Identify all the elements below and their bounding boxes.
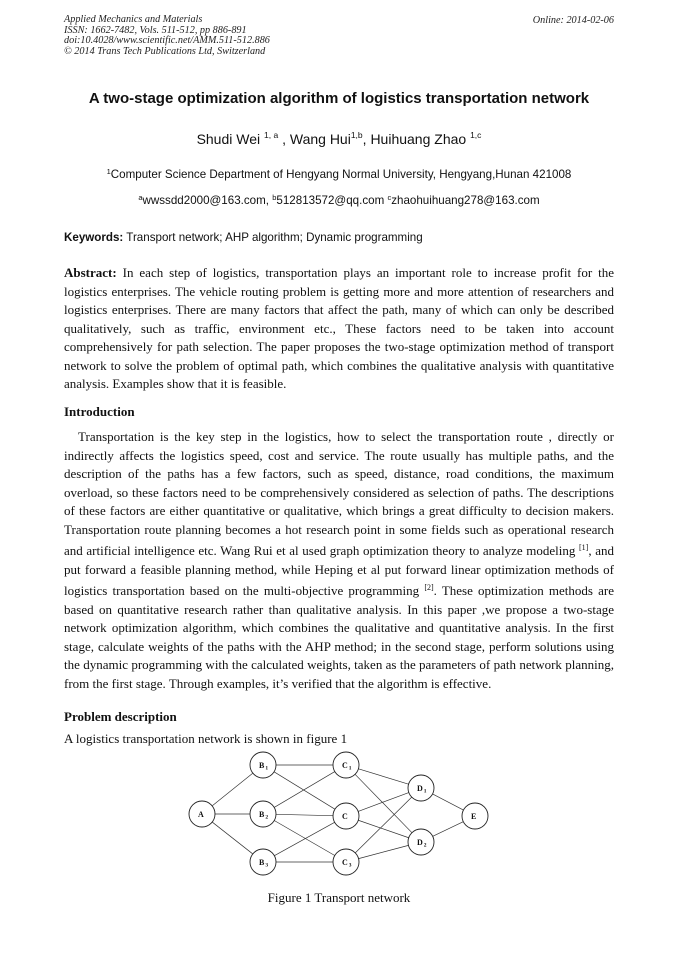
abstract-text: In each step of logistics, transportation plays an important role to increase profit for the logistics enterprises. The vehicle routing problem is getting more and more attention of researchers and logistics enterprises. There are many factors that affect the path, many of which can only be described qualitatively, such as traffic, environment etc., These factors need to be taken into account comprehensively for path selection. The paper proposes the two-stage optimization method of transport network to solve the problem of optimal path, which combines the qualitative analysis with quantitative analysis. Examples show that it is feasible. xyxy=(64,265,614,391)
email-sup: a xyxy=(138,193,143,202)
journal-header xyxy=(64,15,270,57)
network-nodes xyxy=(189,752,488,875)
abstract-label: Abstract: xyxy=(64,265,117,280)
network-diagram xyxy=(186,746,496,886)
section-heading-introduction: Introduction xyxy=(64,404,135,419)
node-A xyxy=(189,801,215,827)
node-label: D2 xyxy=(417,838,427,849)
edge-C1-D1 xyxy=(358,769,408,784)
keywords xyxy=(64,231,423,244)
affiliation-sup: 1 xyxy=(106,167,111,176)
edge-C2-D2 xyxy=(358,820,408,837)
edge-C3-D2 xyxy=(359,845,409,858)
citation-ref[interactable]: [1] xyxy=(579,543,589,552)
edge-C1-D2 xyxy=(355,774,412,832)
node-label: B1 xyxy=(259,761,269,772)
author-sup: 1,c xyxy=(470,130,482,140)
edge-C2-D1 xyxy=(358,793,409,812)
author-sup: 1, a xyxy=(264,130,279,140)
author-name: Shudi Wei xyxy=(196,131,261,147)
author-sup: 1,b xyxy=(350,130,363,140)
node-label: E xyxy=(471,812,477,821)
email-sup: c xyxy=(387,193,392,202)
introduction-paragraph xyxy=(64,428,614,693)
edge-D1-E xyxy=(433,794,464,810)
edge-D2-E xyxy=(433,822,464,837)
author-name: Wang Hui xyxy=(289,131,351,147)
author-list xyxy=(0,130,678,147)
edge-B1-C2 xyxy=(274,772,335,809)
problem-text: A logistics transportation network is shown in figure 1 xyxy=(64,731,348,746)
edge-A-B1 xyxy=(212,773,253,806)
section-heading-problem: Problem description xyxy=(64,709,177,724)
edge-B3-C2 xyxy=(274,822,334,855)
email-link[interactable]: 512813572@qq.com xyxy=(276,194,388,207)
edge-C3-D1 xyxy=(355,797,411,853)
online-date: Online: 2014-02-06 xyxy=(532,15,614,26)
email-sup: b xyxy=(272,193,277,202)
node-D2 xyxy=(408,829,434,855)
affiliation-text: Computer Science Department of Hengyang Normal University, Hengyang,Hunan 421008 xyxy=(110,168,572,181)
intro-text: , and put forward a feasible planning method, while Heping et al put forward linear optimization methods of logistics transportation based on the multi-objective programming xyxy=(64,543,614,598)
node-label: C1 xyxy=(342,761,352,772)
keywords-text: Transport network; AHP algorithm; Dynamic programming xyxy=(123,231,423,244)
paper-title: A two-stage optimization algorithm of logistics transportation network xyxy=(88,90,590,107)
intro-text: . These optimization methods are based on quantitative research rather than qualitative analysis. In this paper ,we propose a two-stage network optimization algorithm, which combines the qualitative and quantitative analysis. In the first stage, calculate weights of the paths with the AHP method; in the second stage, perform solutions using the dynamic programming with the calculated weights, taken as the parameters of path network planning, from the first stage. Through examples, it’s verified that the algorithm is effective. xyxy=(64,583,614,691)
email-link[interactable]: zhaohuihuang278@163.com xyxy=(391,194,540,207)
node-C3 xyxy=(333,849,359,875)
node-B3 xyxy=(250,849,276,875)
journal-name: Applied Mechanics and Materials xyxy=(64,14,203,25)
node-D1 xyxy=(408,775,434,801)
node-label: C3 xyxy=(342,858,352,869)
node-C2 xyxy=(333,803,359,829)
node-label: D1 xyxy=(417,784,427,795)
node-B1 xyxy=(250,752,276,778)
citation-ref[interactable]: [2] xyxy=(424,583,434,592)
author-name: Huihuang Zhao xyxy=(370,131,467,147)
keywords-label: Keywords: xyxy=(64,231,124,244)
email-link[interactable]: wwssdd2000@163.com, xyxy=(142,194,273,207)
author-sep: , xyxy=(362,131,371,147)
author-sep: , xyxy=(278,131,290,147)
affiliation xyxy=(0,167,678,181)
node-B2 xyxy=(250,801,276,827)
transport-network-figure xyxy=(186,746,496,886)
node-C1 xyxy=(333,752,359,778)
node-label: C xyxy=(342,812,348,821)
email-list xyxy=(0,193,678,207)
abstract xyxy=(64,264,614,394)
intro-text: Transportation is the key step in the logistics, how to select the transportation route , directly or indirectly affects the logistics speed, cost and service. The route usually has multiple paths, and the description of the paths has a few factors, such as speed, distance, road conditions, the maximum overload, so these factors need to be comprehensively considered as selection of paths. The descriptions of these factors are either quantitative or qualitative, which brings a great difficulty to decision makers. Transportation route planning becomes a hot research point in some fields such as operational research and artificial intelligence etc. Wang Rui et al used graph optimization theory to analyze modeling xyxy=(64,429,614,558)
edge-B2-C3 xyxy=(274,821,334,856)
node-label: B2 xyxy=(259,810,269,821)
journal-copyright: © 2014 Trans Tech Publications Ltd, Switzerland xyxy=(64,45,266,57)
edge-B2-C1 xyxy=(274,772,335,808)
node-label: A xyxy=(198,810,204,819)
node-label: B3 xyxy=(259,858,269,869)
edge-A-B3 xyxy=(212,822,253,854)
journal-doi[interactable]: doi:10.4028/www.scientific.net/AMM.511-512.886 xyxy=(64,35,270,47)
edge-B2-C2 xyxy=(276,814,333,815)
node-E xyxy=(462,803,488,829)
figure-caption: Figure 1 Transport network xyxy=(267,890,411,905)
journal-issn: ISSN: 1662-7482, Vols. 511-512, pp 886-891 xyxy=(64,24,247,36)
